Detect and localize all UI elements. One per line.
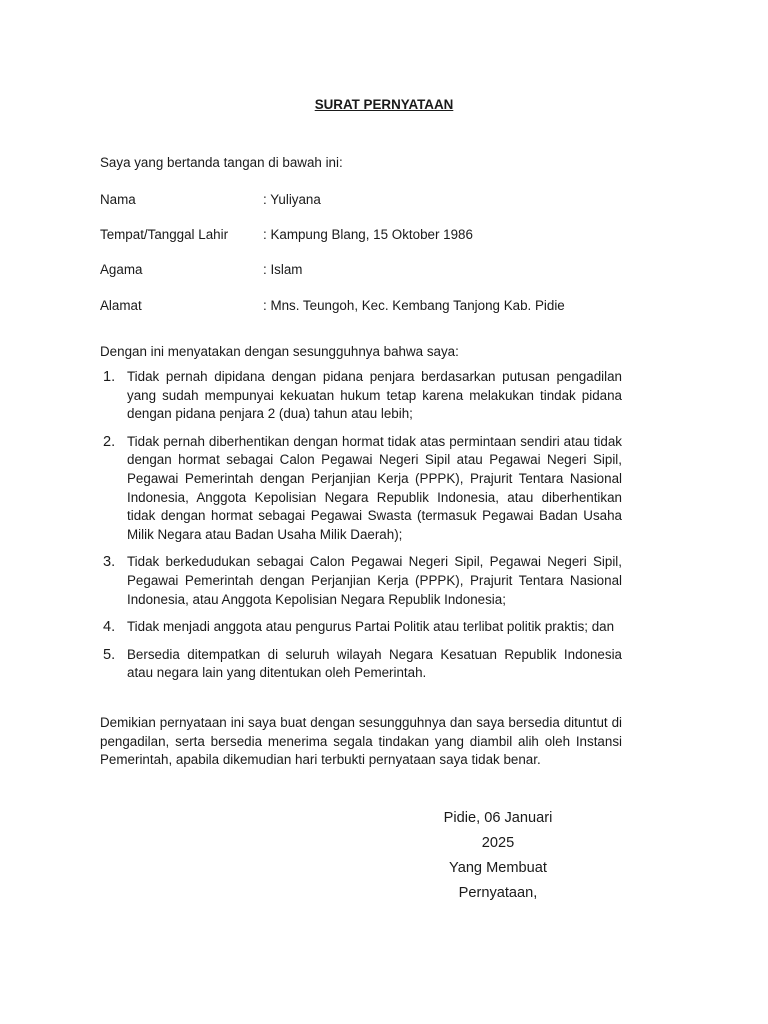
field-value: : Mns. Teungoh, Kec. Kembang Tanjong Kab. Pidie — [263, 298, 565, 313]
signature-place-date: Pidie, 06 Januari — [443, 810, 553, 826]
signature-block — [418, 806, 578, 906]
list-item-number: 3. — [103, 554, 116, 571]
signature-year: 2025 — [481, 835, 515, 851]
field-value: : Kampung Blang, 15 Oktober 1986 — [263, 227, 473, 242]
list-item — [100, 618, 622, 637]
list-item-text: Bersedia ditempatkan di seluruh wilayah Negara Kesatuan Republik Indonesia atau negara lain yang ditentukan oleh Pemerintah. — [127, 646, 622, 681]
field-value: : Islam — [263, 262, 303, 277]
closing-paragraph: Demikian pernyataan ini saya buat dengan sesungguhnya dan saya bersedia dituntut di pengadilan, serta bersedia menerima segala tindakan yang diambil alih oleh Instansi Pemerintah, apabila dikemudian hari terbukti pernyataan saya tidak benar. — [100, 715, 622, 768]
signature-maker-title: Pernyataan, — [458, 885, 538, 901]
list-item-text: Tidak menjadi anggota atau pengurus Partai Politik atau terlibat politik praktis; dan — [127, 619, 615, 635]
document-title: SURAT PERNYATAAN — [314, 97, 454, 112]
list-item — [100, 433, 622, 545]
list-item-text: Tidak pernah dipidana dengan pidana penjara berdasarkan putusan pengadilan yang sudah mempunyai kekuatan hukum tetap karena melakukan tindak pidana dengan pidana penjara 2 (dua) tahun atau lebih; — [127, 369, 622, 422]
intro-text: Saya yang bertanda tangan di bawah ini: — [100, 155, 343, 170]
list-item-text: Tidak berkedudukan sebagai Calon Pegawai Negeri Sipil, Pegawai Negeri Sipil, Pegawai Pemerintah dengan Perjanjian Kerja (PPPK), Prajurit Tentara Nasional Indonesia, atau Anggota Kepolisian Negara Republik Indonesia; — [127, 554, 622, 607]
list-item-number: 2. — [103, 433, 116, 450]
field-label: Nama — [100, 192, 136, 207]
list-item — [100, 553, 622, 609]
list-item-number: 4. — [103, 619, 116, 636]
list-item-number: 1. — [103, 369, 116, 385]
list-item-text: Tidak pernah diberhentikan dengan hormat tidak atas permintaan sendiri atau tidak dengan hormat sebagai Calon Pegawai Negeri Sipil atau Pegawai Negeri Sipil, Pegawai Pemerintah dengan Perjanjian Kerja (PPPK), Prajurit Tentara Nasional Indonesia, Anggota Kepolisian Negara Republik Indonesia, atau diberhentikan tidak dengan hormat sebagai Pegawai Swasta (termasuk Pegawai Badan Usaha Milik Negara atau Badan Usaha Milik Daerah); — [127, 433, 622, 542]
field-label: Tempat/Tanggal Lahir — [100, 227, 229, 242]
field-value: : Yuliyana — [263, 192, 321, 207]
list-item — [100, 368, 622, 424]
field-label: Agama — [100, 262, 143, 277]
list-item-number: 5. — [103, 646, 116, 663]
statement-list — [100, 368, 622, 692]
signature-maker: Yang Membuat — [449, 860, 547, 876]
statement-text: Dengan ini menyatakan dengan sesungguhnya bahwa saya: — [100, 344, 459, 359]
field-label: Alamat — [100, 298, 142, 313]
list-item — [100, 646, 622, 683]
